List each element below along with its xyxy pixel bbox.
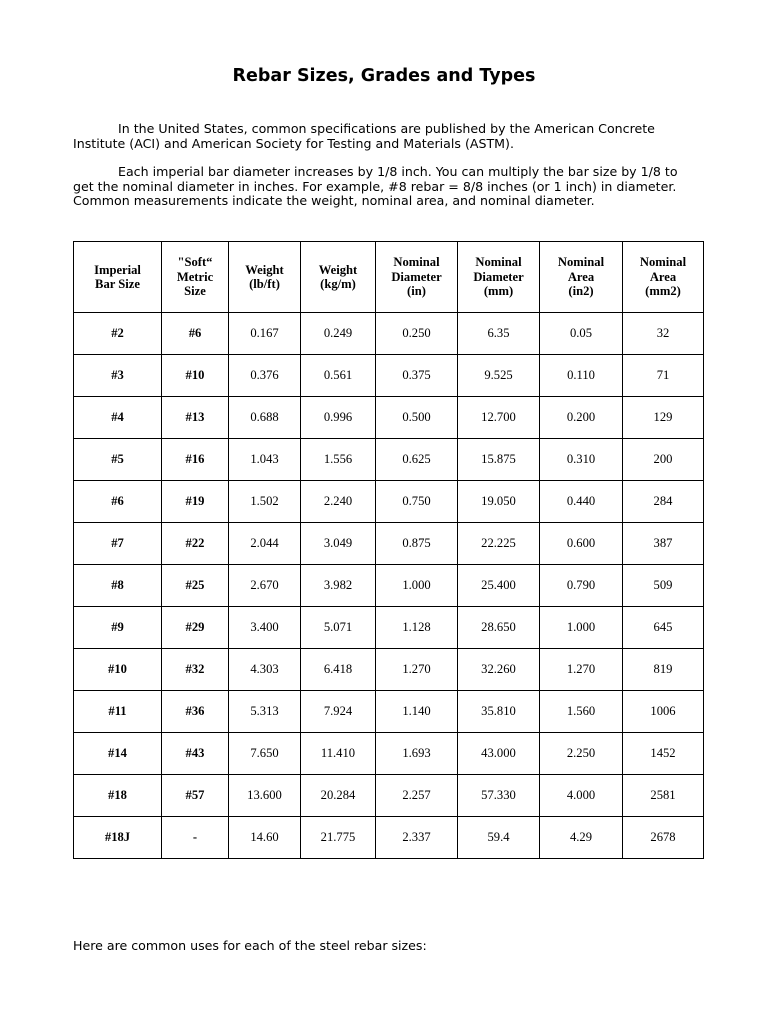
imperial-size-cell: #7 — [74, 523, 162, 565]
table-cell: 1.502 — [229, 481, 301, 523]
column-header-line: (mm) — [483, 284, 514, 299]
table-cell: 1452 — [623, 733, 704, 775]
table-cell: 0.110 — [540, 355, 623, 397]
table-cell: 0.600 — [540, 523, 623, 565]
table-cell: 1.043 — [229, 439, 301, 481]
table-cell: 5.313 — [229, 691, 301, 733]
metric-size-cell: #57 — [162, 775, 229, 817]
table-header-row — [74, 242, 704, 313]
column-header-line: Area — [567, 269, 595, 284]
column-header — [540, 242, 623, 313]
column-header-line: Metric — [176, 269, 214, 284]
column-header-line: Nominal — [393, 255, 440, 270]
table-cell: 7.650 — [229, 733, 301, 775]
table-cell: 1.140 — [376, 691, 458, 733]
imperial-size-cell: #10 — [74, 649, 162, 691]
imperial-size-cell: #18J — [74, 817, 162, 859]
column-header-line: Imperial — [94, 262, 141, 277]
table-cell: 7.924 — [301, 691, 376, 733]
table-cell: 25.400 — [458, 565, 540, 607]
column-header-line: (kg/m) — [320, 277, 356, 291]
imperial-size-cell: #3 — [74, 355, 162, 397]
table-cell: 200 — [623, 439, 704, 481]
column-header-line: Bar Size — [95, 277, 140, 291]
column-header-line: Diameter — [473, 269, 524, 284]
table-row — [74, 817, 704, 859]
metric-size-cell: #29 — [162, 607, 229, 649]
table-cell: 3.400 — [229, 607, 301, 649]
column-header-line: Nominal — [639, 255, 687, 270]
column-header — [162, 242, 229, 313]
metric-size-cell: #13 — [162, 397, 229, 439]
table-row — [74, 481, 704, 523]
imperial-size-cell: #8 — [74, 565, 162, 607]
table-cell: 645 — [623, 607, 704, 649]
column-header-line: "Soft“ — [177, 255, 213, 270]
column-header-line: Nominal — [557, 255, 605, 270]
table-cell: 20.284 — [301, 775, 376, 817]
table-cell: 2.337 — [376, 817, 458, 859]
table-row — [74, 439, 704, 481]
table-row — [74, 313, 704, 355]
table-cell: 59.4 — [458, 817, 540, 859]
table-cell: 0.249 — [301, 313, 376, 355]
table-cell: 28.650 — [458, 607, 540, 649]
column-header — [74, 242, 162, 313]
table-cell: 0.440 — [540, 481, 623, 523]
column-header-line: (in) — [407, 284, 426, 299]
table-cell: 509 — [623, 565, 704, 607]
table-row — [74, 691, 704, 733]
table-row — [74, 649, 704, 691]
column-header-line: Diameter — [391, 269, 442, 284]
table-cell: 2678 — [623, 817, 704, 859]
rebar-size-table — [73, 241, 704, 859]
table-cell: 4.303 — [229, 649, 301, 691]
column-header — [301, 242, 376, 313]
diameter-paragraph: Each imperial bar diameter increases by 1/8 inch. You can multiply the bar size by 1/8 to get the nominal diameter in inches. For example, #8 rebar = 8/8 inches (or 1 inch) in diameter. Common measurements indicate the weight, nominal area, and nominal diameter. — [73, 164, 678, 208]
imperial-size-cell: #11 — [74, 691, 162, 733]
table-cell: 819 — [623, 649, 704, 691]
table-cell: 19.050 — [458, 481, 540, 523]
table-cell: 43.000 — [458, 733, 540, 775]
table-cell: 3.982 — [301, 565, 376, 607]
table-cell: 2.257 — [376, 775, 458, 817]
table-cell: 2581 — [623, 775, 704, 817]
table-cell: 0.167 — [229, 313, 301, 355]
metric-size-cell: #36 — [162, 691, 229, 733]
table-cell: 1006 — [623, 691, 704, 733]
table-cell: 9.525 — [458, 355, 540, 397]
table-row — [74, 607, 704, 649]
table-cell: 4.000 — [540, 775, 623, 817]
table-cell: 35.810 — [458, 691, 540, 733]
table-cell: 5.071 — [301, 607, 376, 649]
imperial-size-cell: #5 — [74, 439, 162, 481]
metric-size-cell: - — [162, 817, 229, 859]
column-header — [376, 242, 458, 313]
table-cell: 2.670 — [229, 565, 301, 607]
table-row — [74, 775, 704, 817]
table-cell: 13.600 — [229, 775, 301, 817]
column-header-line: (in2) — [568, 284, 594, 299]
table-cell: 1.270 — [376, 649, 458, 691]
metric-size-cell: #6 — [162, 313, 229, 355]
table-cell: 0.376 — [229, 355, 301, 397]
column-header-line: Size — [184, 284, 206, 299]
table-cell: 0.561 — [301, 355, 376, 397]
table-row — [74, 733, 704, 775]
table-cell: 32.260 — [458, 649, 540, 691]
table-cell: 15.875 — [458, 439, 540, 481]
table-cell: 32 — [623, 313, 704, 355]
table-cell: 21.775 — [301, 817, 376, 859]
column-header-line: (mm2) — [645, 284, 681, 299]
table-cell: 0.375 — [376, 355, 458, 397]
metric-size-cell: #32 — [162, 649, 229, 691]
imperial-size-cell: #18 — [74, 775, 162, 817]
table-cell: 11.410 — [301, 733, 376, 775]
column-header-line: Area — [649, 269, 677, 284]
table-cell: 1.556 — [301, 439, 376, 481]
table-row — [74, 397, 704, 439]
table-cell: 14.60 — [229, 817, 301, 859]
table-cell: 4.29 — [540, 817, 623, 859]
table-cell: 2.250 — [540, 733, 623, 775]
table-cell: 0.250 — [376, 313, 458, 355]
metric-size-cell: #16 — [162, 439, 229, 481]
table-cell: 0.875 — [376, 523, 458, 565]
table-cell: 0.750 — [376, 481, 458, 523]
table-cell: 1.128 — [376, 607, 458, 649]
imperial-size-cell: #9 — [74, 607, 162, 649]
table-cell: 129 — [623, 397, 704, 439]
column-header — [623, 242, 704, 313]
table-cell: 0.688 — [229, 397, 301, 439]
table-cell: 284 — [623, 481, 704, 523]
table-cell: 71 — [623, 355, 704, 397]
table-cell: 1.000 — [376, 565, 458, 607]
table-cell: 3.049 — [301, 523, 376, 565]
table-row — [74, 355, 704, 397]
table-cell: 387 — [623, 523, 704, 565]
table-cell: 1.560 — [540, 691, 623, 733]
column-header-line: (lb/ft) — [249, 277, 280, 291]
metric-size-cell: #19 — [162, 481, 229, 523]
column-header-line: Nominal — [475, 255, 522, 270]
table-cell: 22.225 — [458, 523, 540, 565]
page-title: Rebar Sizes, Grades and Types — [232, 66, 536, 86]
column-header-line: Weight — [245, 262, 284, 277]
table-cell: 1.270 — [540, 649, 623, 691]
column-header — [229, 242, 301, 313]
table-cell: 0.200 — [540, 397, 623, 439]
table-body — [74, 313, 704, 859]
table-cell: 0.05 — [540, 313, 623, 355]
metric-size-cell: #22 — [162, 523, 229, 565]
table-cell: 6.418 — [301, 649, 376, 691]
metric-size-cell: #10 — [162, 355, 229, 397]
table-row — [74, 565, 704, 607]
table-cell: 0.310 — [540, 439, 623, 481]
intro-paragraph: In the United States, common specifications are published by the American Concrete Institute (ACI) and American Society for Testing and Materials (ASTM). — [73, 121, 655, 151]
uses-intro-text: Here are common uses for each of the steel rebar sizes: — [73, 938, 427, 953]
table-cell: 0.996 — [301, 397, 376, 439]
metric-size-cell: #43 — [162, 733, 229, 775]
table-cell: 0.500 — [376, 397, 458, 439]
table-cell: 57.330 — [458, 775, 540, 817]
table-cell: 0.790 — [540, 565, 623, 607]
table-cell: 0.625 — [376, 439, 458, 481]
table-cell: 2.240 — [301, 481, 376, 523]
metric-size-cell: #25 — [162, 565, 229, 607]
table-row — [74, 523, 704, 565]
column-header — [458, 242, 540, 313]
table-cell: 1.693 — [376, 733, 458, 775]
table-cell: 2.044 — [229, 523, 301, 565]
table-cell: 12.700 — [458, 397, 540, 439]
imperial-size-cell: #14 — [74, 733, 162, 775]
column-header-line: Weight — [318, 262, 358, 277]
table-cell: 6.35 — [458, 313, 540, 355]
imperial-size-cell: #6 — [74, 481, 162, 523]
imperial-size-cell: #2 — [74, 313, 162, 355]
table-cell: 1.000 — [540, 607, 623, 649]
imperial-size-cell: #4 — [74, 397, 162, 439]
